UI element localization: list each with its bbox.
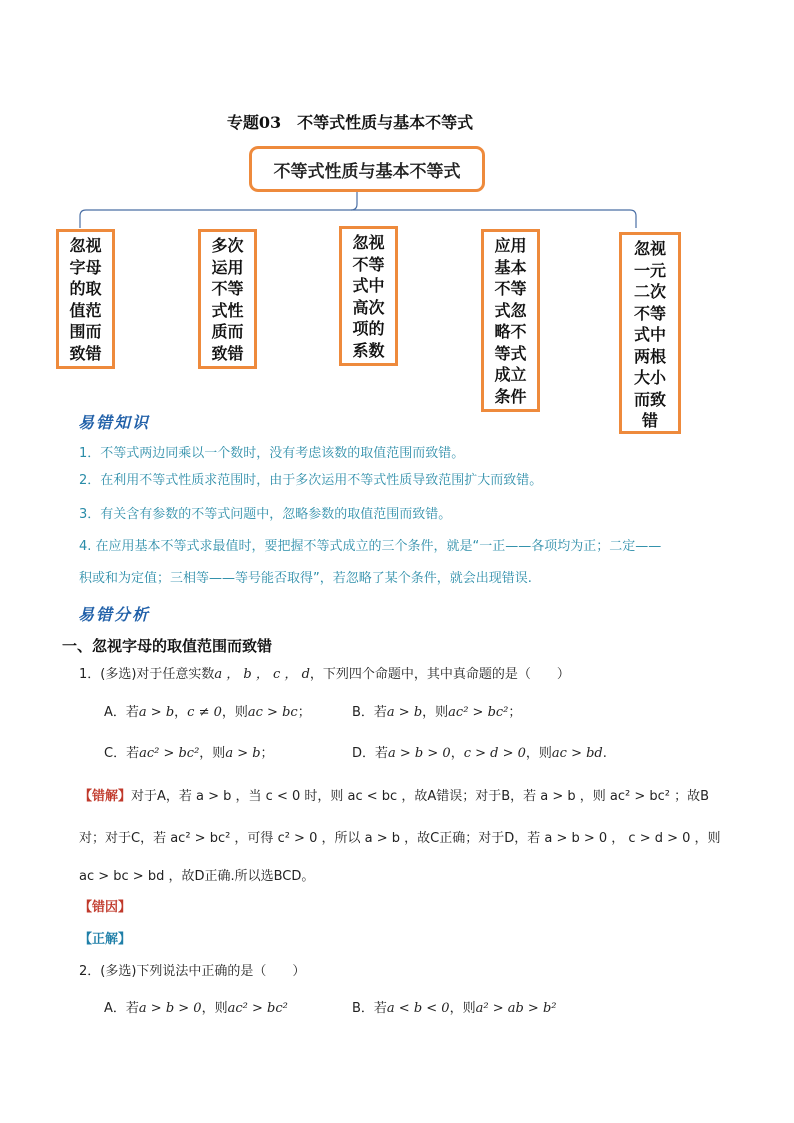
sep: ，: [450, 746, 464, 761]
node-line: 忽视: [69, 236, 102, 255]
math: ac² > bc²: [448, 705, 509, 720]
q1-option-a: [104, 701, 311, 720]
option-label: C．若: [104, 746, 140, 761]
mindmap-node-2: [198, 229, 257, 369]
node-line: 式中: [352, 276, 385, 295]
end: ；: [260, 746, 274, 761]
node-line: 的取: [69, 279, 102, 298]
then: ，则: [525, 746, 552, 761]
knowledge-item-1: 1．不等式两边同乘以一个数时，没有考虑该数的取值范围而致错。: [79, 446, 465, 461]
node-line: 致错: [69, 343, 102, 363]
end: ；: [297, 705, 311, 720]
node-line: 略不: [494, 322, 527, 341]
node-line: 系数: [352, 340, 385, 360]
node-line: 等式: [494, 343, 527, 363]
math: a > b: [386, 705, 423, 720]
node-line: 忽视: [352, 233, 385, 252]
node-line: 不等: [211, 279, 244, 298]
node-line: 不等: [352, 254, 385, 274]
node-line: 项的: [352, 319, 385, 338]
node-line: 条件: [494, 386, 527, 406]
math: ac > bc: [247, 705, 298, 720]
mindmap-node-3: [339, 226, 398, 366]
then: ，则: [221, 705, 248, 720]
connector-trunk: [351, 192, 357, 210]
page-title: 专题03 不等式性质与基本不等式: [226, 113, 474, 132]
section-title: 一、忽视字母的取值范围而致错: [62, 637, 273, 655]
node-line: 不等: [494, 279, 527, 298]
node-line: 一元: [633, 260, 666, 280]
node-line: 基本: [494, 257, 527, 277]
q1-option-d: [352, 742, 607, 761]
math: ac² > bc²: [227, 1001, 288, 1016]
node-line: 应用: [494, 236, 527, 255]
q1-option-c: [104, 742, 274, 761]
math: c > d > 0: [463, 746, 526, 761]
node-line: 运用: [211, 257, 244, 277]
node-line: 忽视: [633, 239, 666, 258]
knowledge-item-4a: 4. 在应用基本不等式求最值时，要把握不等式成立的三个条件，就是“一正——各项均为正；二定——: [79, 539, 662, 554]
option-label: B．若: [352, 705, 387, 720]
mindmap-node-4: [481, 229, 540, 412]
then: ，则: [422, 705, 449, 720]
then: ，则: [201, 1001, 228, 1016]
math: ac² > bc²: [139, 746, 200, 761]
wrong-solution-line-2: 对；对于C，若 ac² > bc² ，可得 c² > 0 ，所以 a > b ，故C正确；对于D，若 a > b > 0 ， c > d > 0 ，则: [79, 831, 721, 846]
math: a² > ab > b²: [475, 1001, 557, 1016]
math: a > b > 0: [388, 746, 451, 761]
option-label: A．若: [104, 1001, 139, 1016]
math: a > b: [225, 746, 261, 761]
knowledge-heading: 易错知识: [78, 413, 151, 432]
connector-left-end: [80, 210, 86, 228]
node-line: 式忽: [494, 300, 527, 320]
stem-text: ，下列四个命题中，其中真命题的是（ ）: [309, 667, 570, 682]
mindmap-root: 不等式性质与基本不等式: [249, 146, 485, 192]
math: a > b: [138, 705, 175, 720]
question-1-stem: [79, 663, 570, 682]
knowledge-item-3: 3．有关含有参数的不等式问题中，忽略参数的取值范围而致错。: [79, 507, 452, 522]
node-line: 围而: [69, 322, 102, 341]
node-line: 式性: [211, 300, 244, 320]
analysis-heading: 易错分析: [78, 605, 151, 624]
option-label: B．若: [352, 1001, 387, 1016]
then: ，则: [449, 1001, 476, 1016]
math: a > b > 0: [138, 1001, 202, 1016]
option-label: A．若: [104, 705, 139, 720]
stem-text: 1．(多选)对于任意实数: [79, 667, 215, 682]
knowledge-item-2: 2．在利用不等式性质求范围时，由于多次运用不等式性质导致范围扩大而致错。: [79, 473, 543, 488]
math: a < b < 0: [386, 1001, 450, 1016]
node-line: 二次: [633, 282, 666, 301]
q2-option-a: [104, 997, 288, 1016]
math: c ≠ 0: [187, 705, 222, 720]
q2-option-b: [352, 997, 557, 1016]
node-line: 字母: [69, 257, 102, 277]
mindmap-node-5: [619, 232, 681, 434]
node-line: 值范: [69, 300, 102, 320]
node-line: 两根: [633, 346, 666, 366]
math: ac > bd: [551, 746, 603, 761]
connector-right-end: [630, 210, 636, 228]
q1-option-b: [352, 701, 521, 720]
wrong-solution-line-1: [79, 785, 709, 804]
wrong-solution-text: 对于A，若 a > b ，当 c < 0 时，则 ac < bc ，故A错误；对于B，若 a > b ，则 ac² > bc² ；故B: [131, 789, 710, 804]
end: .: [602, 746, 607, 761]
node-line: 错: [641, 411, 658, 430]
wrong-solution-line-3: ac > bc > bd ，故D正确.所以选BCD。: [79, 869, 315, 884]
correct-solution-tag: 【正解】: [79, 932, 132, 947]
node-line: 而致: [633, 389, 666, 409]
node-line: 致错: [211, 343, 244, 363]
node-line: 多次: [211, 236, 244, 255]
node-line: 不等: [633, 303, 666, 323]
stem-vars: a ， b ， c ， d: [214, 667, 310, 682]
mindmap-node-1: [56, 229, 115, 369]
node-line: 式中: [633, 325, 666, 344]
sep: ，: [174, 705, 188, 720]
error-cause-tag: 【错因】: [79, 900, 132, 915]
node-line: 高次: [352, 297, 385, 317]
node-line: 质而: [211, 322, 244, 341]
node-line: 大小: [633, 368, 666, 387]
wrong-solution-tag: 【错解】: [79, 789, 132, 804]
question-2-stem: 2．(多选)下列说法中正确的是（ ）: [79, 964, 306, 979]
knowledge-item-4b: 积或和为定值；三相等——等号能否取得”，若忽略了某个条件，就会出现错误.: [79, 571, 532, 586]
end: ；: [508, 705, 522, 720]
node-line: 成立: [494, 365, 527, 384]
option-label: D．若: [352, 746, 389, 761]
then: ，则: [199, 746, 226, 761]
